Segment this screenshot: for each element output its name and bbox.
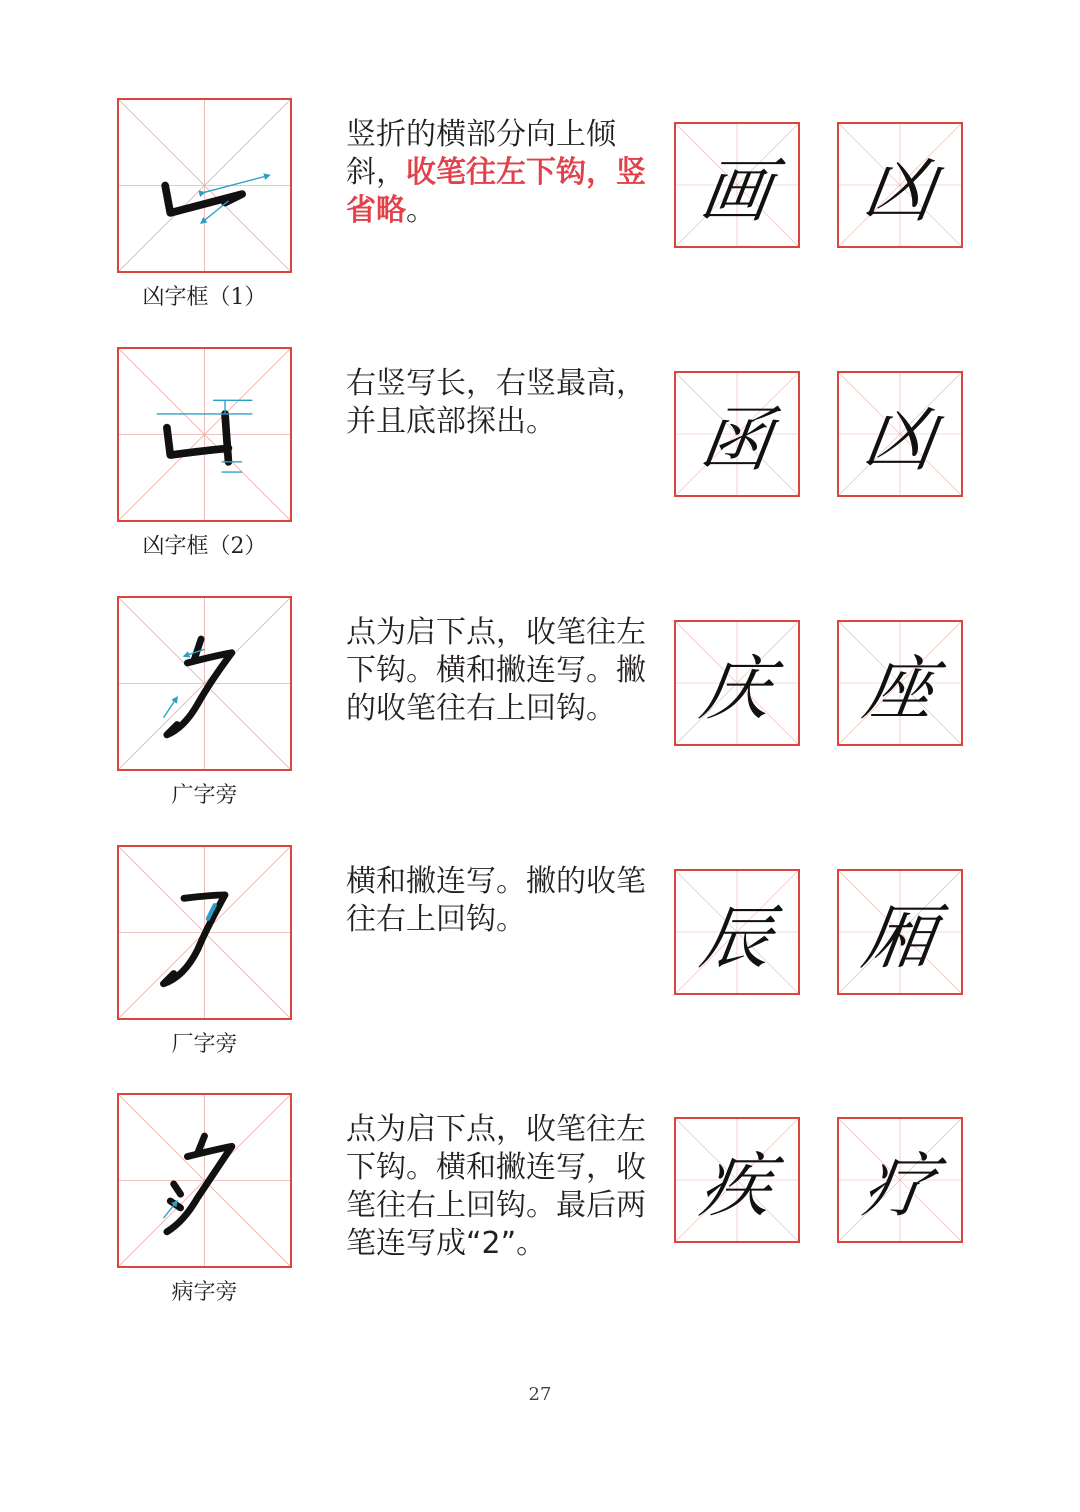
radical-stroke-glyph	[119, 598, 290, 769]
stroke-description: 点为启下点，收笔往左下钩。横和撇连写。撇的收笔往右上回钩。	[346, 615, 646, 726]
radical-caption: 病字旁	[171, 1280, 238, 1305]
lesson-row-4	[0, 845, 1080, 1093]
example-char: 凶	[858, 398, 940, 481]
example-char-grid-1	[674, 122, 800, 248]
stroke-demo-grid	[117, 98, 292, 273]
radical-stroke-glyph	[119, 1095, 290, 1266]
description-end: 。	[406, 193, 436, 228]
example-char-grid-2	[837, 620, 963, 746]
radical-caption: 厂字旁	[171, 1032, 238, 1057]
radical-caption: 凶字框（2）	[142, 534, 267, 559]
stroke-description	[346, 116, 651, 230]
page-number: 27	[528, 1384, 552, 1405]
description-text: 竖折的横部分向上倾斜，	[346, 117, 616, 190]
lesson-row-2	[0, 347, 1080, 595]
example-char-grid-1	[674, 1117, 800, 1243]
radical-stroke-glyph	[119, 847, 290, 1018]
stroke-demo-grid	[117, 845, 292, 1020]
example-char: 函	[695, 398, 777, 481]
example-char: 辰	[695, 896, 777, 979]
lesson-row-1	[0, 98, 1080, 346]
example-char-grid-1	[674, 869, 800, 995]
example-char-grid-2	[837, 122, 963, 248]
example-char: 凶	[858, 149, 940, 232]
radical-caption: 广字旁	[171, 783, 238, 808]
example-char-grid-1	[674, 620, 800, 746]
example-char: 座	[858, 647, 940, 730]
example-char: 庆	[695, 647, 777, 730]
radical-stroke-glyph	[119, 349, 290, 520]
radical-stroke-glyph	[119, 100, 290, 271]
example-char-grid-1	[674, 371, 800, 497]
example-char-grid-2	[837, 371, 963, 497]
example-char: 疾	[695, 1144, 777, 1227]
stroke-demo-grid	[117, 596, 292, 771]
example-char-grid-2	[837, 1117, 963, 1243]
lesson-row-3	[0, 596, 1080, 844]
example-char: 画	[695, 149, 777, 232]
stroke-description: 点为启下点，收笔往左下钩。横和撇连写，收笔往右上回钩。最后两笔连写成“2”。	[346, 1112, 646, 1261]
example-char: 厢	[858, 896, 940, 979]
stroke-description: 右竖写长，右竖最高，并且底部探出。	[346, 366, 646, 439]
example-char: 疗	[858, 1144, 940, 1227]
stroke-description: 横和撇连写。撇的收笔往右上回钩。	[346, 864, 646, 937]
stroke-demo-grid	[117, 347, 292, 522]
example-char-grid-2	[837, 869, 963, 995]
radical-caption: 凶字框（1）	[142, 285, 267, 310]
stroke-demo-grid	[117, 1093, 292, 1268]
lesson-row-5	[0, 1093, 1080, 1341]
description-highlight: 收笔往左下钩，竖省略	[346, 155, 646, 228]
